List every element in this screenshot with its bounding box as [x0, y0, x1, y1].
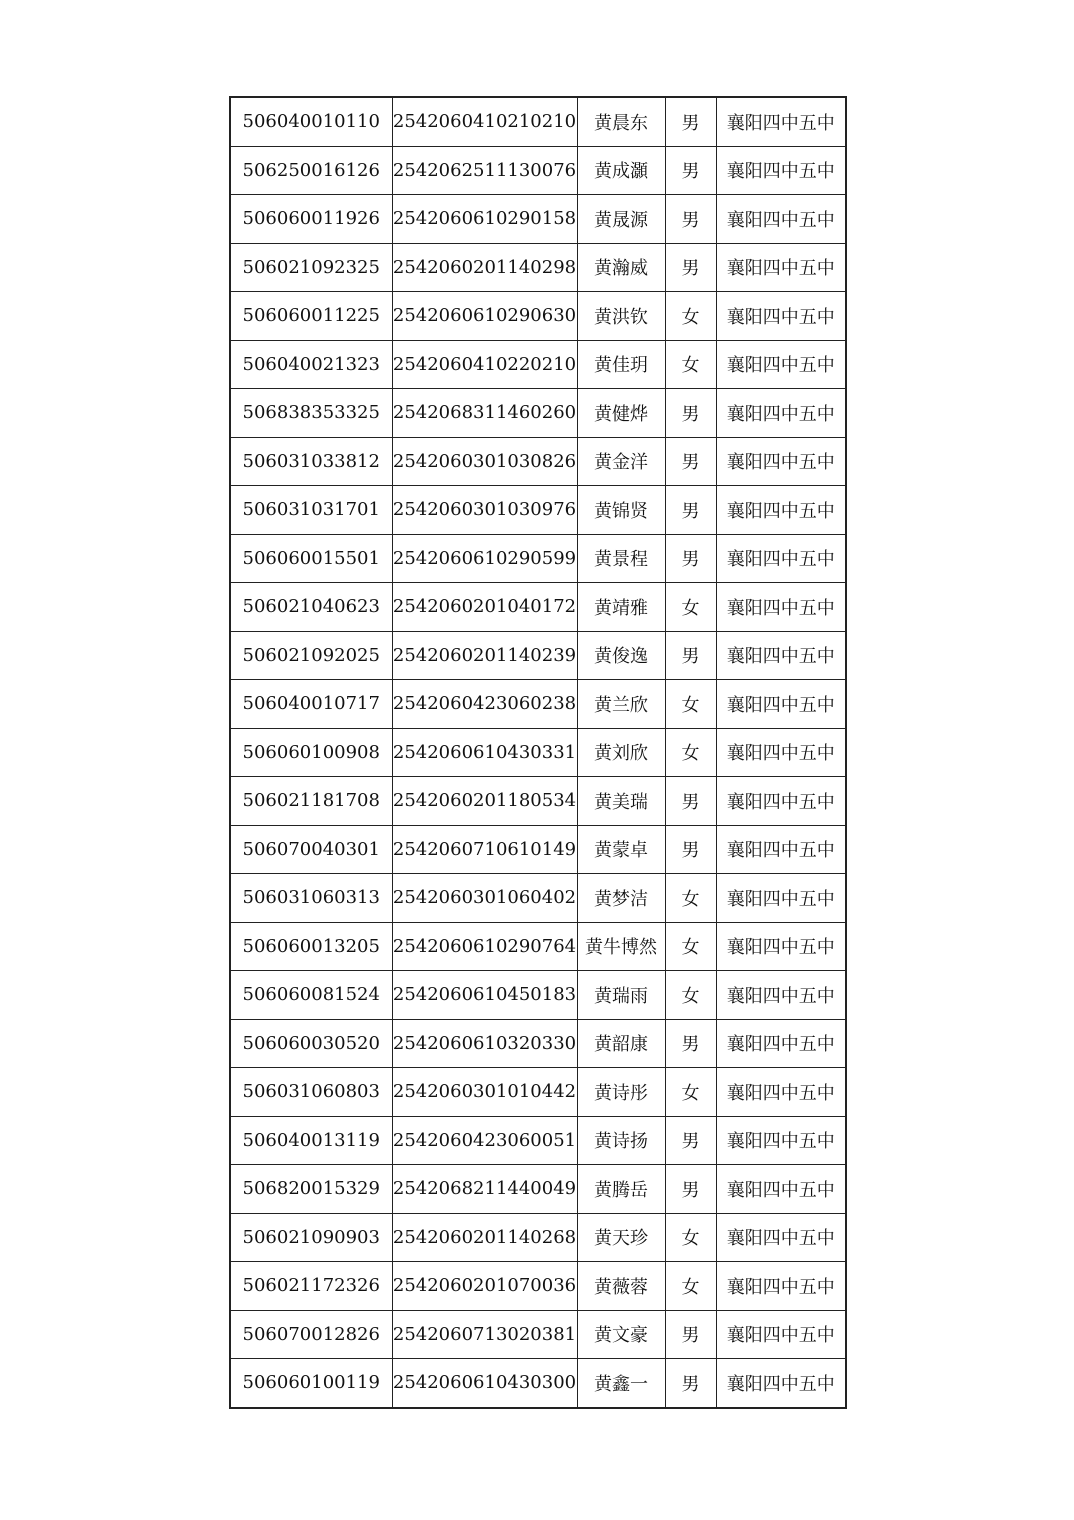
student-name-cell: 黄瀚威 — [577, 243, 665, 292]
student-name-cell: 黄锦贤 — [577, 486, 665, 535]
table-row — [230, 146, 846, 195]
table-row — [230, 825, 846, 874]
roster-body — [230, 97, 846, 1408]
gender-cell: 男 — [665, 1310, 716, 1359]
registration-number-cell: 2542060423060051 — [392, 1116, 577, 1165]
registration-number-cell: 2542060423060238 — [392, 680, 577, 729]
school-cell: 襄阳四中五中 — [716, 631, 846, 680]
student-name-cell: 黄腾岳 — [577, 1165, 665, 1214]
exam-number-cell: 506021172326 — [230, 1262, 392, 1311]
registration-number-cell: 2542060201140298 — [392, 243, 577, 292]
school-cell: 襄阳四中五中 — [716, 1213, 846, 1262]
exam-number-cell: 506021092325 — [230, 243, 392, 292]
gender-cell: 男 — [665, 631, 716, 680]
registration-number-cell: 2542060201180534 — [392, 777, 577, 826]
registration-number-cell: 2542060201070036 — [392, 1262, 577, 1311]
table-row — [230, 437, 846, 486]
exam-number-cell: 506031031701 — [230, 486, 392, 535]
exam-number-cell: 506060030520 — [230, 1019, 392, 1068]
gender-cell: 女 — [665, 1262, 716, 1311]
exam-number-cell: 506021092025 — [230, 631, 392, 680]
exam-number-cell: 506060100119 — [230, 1359, 392, 1408]
table-row — [230, 583, 846, 632]
exam-number-cell: 506250016126 — [230, 146, 392, 195]
registration-number-cell: 2542060610290158 — [392, 195, 577, 244]
table-row — [230, 1213, 846, 1262]
table-row — [230, 340, 846, 389]
exam-number-cell: 506820015329 — [230, 1165, 392, 1214]
exam-number-cell: 506838353325 — [230, 389, 392, 438]
school-cell: 襄阳四中五中 — [716, 728, 846, 777]
school-cell: 襄阳四中五中 — [716, 292, 846, 341]
school-cell: 襄阳四中五中 — [716, 971, 846, 1020]
student-name-cell: 黄薇蓉 — [577, 1262, 665, 1311]
registration-number-cell: 2542060410210210 — [392, 97, 577, 146]
exam-number-cell: 506031060313 — [230, 874, 392, 923]
student-roster-table — [229, 96, 847, 1409]
student-name-cell: 黄梦洁 — [577, 874, 665, 923]
exam-number-cell: 506040021323 — [230, 340, 392, 389]
table-row — [230, 1262, 846, 1311]
school-cell: 襄阳四中五中 — [716, 486, 846, 535]
student-name-cell: 黄健烨 — [577, 389, 665, 438]
exam-number-cell: 506021181708 — [230, 777, 392, 826]
registration-number-cell: 2542060410220210 — [392, 340, 577, 389]
school-cell: 襄阳四中五中 — [716, 146, 846, 195]
gender-cell: 男 — [665, 1019, 716, 1068]
gender-cell: 男 — [665, 437, 716, 486]
gender-cell: 男 — [665, 1359, 716, 1408]
student-name-cell: 黄洪钦 — [577, 292, 665, 341]
table-row — [230, 389, 846, 438]
registration-number-cell: 2542062511130076 — [392, 146, 577, 195]
table-row — [230, 1019, 846, 1068]
table-row — [230, 243, 846, 292]
exam-number-cell: 506040010110 — [230, 97, 392, 146]
exam-number-cell: 506060011926 — [230, 195, 392, 244]
school-cell: 襄阳四中五中 — [716, 389, 846, 438]
school-cell: 襄阳四中五中 — [716, 1310, 846, 1359]
table-row — [230, 292, 846, 341]
gender-cell: 女 — [665, 728, 716, 777]
student-name-cell: 黄景程 — [577, 534, 665, 583]
gender-cell: 男 — [665, 825, 716, 874]
gender-cell: 男 — [665, 195, 716, 244]
student-name-cell: 黄金洋 — [577, 437, 665, 486]
school-cell: 襄阳四中五中 — [716, 1359, 846, 1408]
exam-number-cell: 506070012826 — [230, 1310, 392, 1359]
exam-number-cell: 506060013205 — [230, 922, 392, 971]
student-name-cell: 黄兰欣 — [577, 680, 665, 729]
school-cell: 襄阳四中五中 — [716, 874, 846, 923]
gender-cell: 女 — [665, 292, 716, 341]
gender-cell: 男 — [665, 389, 716, 438]
school-cell: 襄阳四中五中 — [716, 437, 846, 486]
gender-cell: 男 — [665, 534, 716, 583]
exam-number-cell: 506060015501 — [230, 534, 392, 583]
student-name-cell: 黄诗扬 — [577, 1116, 665, 1165]
school-cell: 襄阳四中五中 — [716, 825, 846, 874]
school-cell: 襄阳四中五中 — [716, 243, 846, 292]
gender-cell: 女 — [665, 971, 716, 1020]
registration-number-cell: 2542060201040172 — [392, 583, 577, 632]
registration-number-cell: 2542060610450183 — [392, 971, 577, 1020]
gender-cell: 女 — [665, 680, 716, 729]
exam-number-cell: 506060081524 — [230, 971, 392, 1020]
table-row — [230, 1116, 846, 1165]
table-row — [230, 486, 846, 535]
gender-cell: 男 — [665, 146, 716, 195]
student-name-cell: 黄牛博然 — [577, 922, 665, 971]
student-name-cell: 黄美瑞 — [577, 777, 665, 826]
exam-number-cell: 506040013119 — [230, 1116, 392, 1165]
exam-number-cell: 506031060803 — [230, 1068, 392, 1117]
table-row — [230, 97, 846, 146]
table-row — [230, 971, 846, 1020]
registration-number-cell: 2542060610430331 — [392, 728, 577, 777]
registration-number-cell: 2542060201140239 — [392, 631, 577, 680]
school-cell: 襄阳四中五中 — [716, 583, 846, 632]
registration-number-cell: 2542060710610149 — [392, 825, 577, 874]
school-cell: 襄阳四中五中 — [716, 922, 846, 971]
school-cell: 襄阳四中五中 — [716, 1019, 846, 1068]
registration-number-cell: 2542060301030826 — [392, 437, 577, 486]
registration-number-cell: 2542060610290764 — [392, 922, 577, 971]
student-name-cell: 黄天珍 — [577, 1213, 665, 1262]
gender-cell: 男 — [665, 486, 716, 535]
exam-number-cell: 506031033812 — [230, 437, 392, 486]
table-row — [230, 1165, 846, 1214]
gender-cell: 男 — [665, 97, 716, 146]
student-name-cell: 黄晟源 — [577, 195, 665, 244]
registration-number-cell: 2542060610290630 — [392, 292, 577, 341]
gender-cell: 男 — [665, 1165, 716, 1214]
table-row — [230, 777, 846, 826]
registration-number-cell: 2542060301010442 — [392, 1068, 577, 1117]
table-row — [230, 922, 846, 971]
table-row — [230, 1310, 846, 1359]
table-row — [230, 1359, 846, 1408]
registration-number-cell: 2542060713020381 — [392, 1310, 577, 1359]
gender-cell: 女 — [665, 340, 716, 389]
registration-number-cell: 2542068211440049 — [392, 1165, 577, 1214]
student-name-cell: 黄佳玥 — [577, 340, 665, 389]
registration-number-cell: 2542060301060402 — [392, 874, 577, 923]
school-cell: 襄阳四中五中 — [716, 534, 846, 583]
registration-number-cell: 2542068311460260 — [392, 389, 577, 438]
table-row — [230, 728, 846, 777]
gender-cell: 男 — [665, 243, 716, 292]
student-name-cell: 黄刘欣 — [577, 728, 665, 777]
exam-number-cell: 506021040623 — [230, 583, 392, 632]
gender-cell: 女 — [665, 874, 716, 923]
student-name-cell: 黄靖雅 — [577, 583, 665, 632]
student-name-cell: 黄韶康 — [577, 1019, 665, 1068]
registration-number-cell: 2542060301030976 — [392, 486, 577, 535]
school-cell: 襄阳四中五中 — [716, 340, 846, 389]
registration-number-cell: 2542060201140268 — [392, 1213, 577, 1262]
student-name-cell: 黄俊逸 — [577, 631, 665, 680]
exam-number-cell: 506070040301 — [230, 825, 392, 874]
student-name-cell: 黄瑞雨 — [577, 971, 665, 1020]
gender-cell: 男 — [665, 777, 716, 826]
student-name-cell: 黄成灝 — [577, 146, 665, 195]
student-name-cell: 黄文豪 — [577, 1310, 665, 1359]
registration-number-cell: 2542060610430300 — [392, 1359, 577, 1408]
registration-number-cell: 2542060610320330 — [392, 1019, 577, 1068]
school-cell: 襄阳四中五中 — [716, 1262, 846, 1311]
gender-cell: 女 — [665, 583, 716, 632]
table-row — [230, 1068, 846, 1117]
table-row — [230, 534, 846, 583]
table-row — [230, 631, 846, 680]
student-name-cell: 黄诗彤 — [577, 1068, 665, 1117]
gender-cell: 女 — [665, 1068, 716, 1117]
exam-number-cell: 506021090903 — [230, 1213, 392, 1262]
table-row — [230, 680, 846, 729]
table-row — [230, 195, 846, 244]
school-cell: 襄阳四中五中 — [716, 1068, 846, 1117]
school-cell: 襄阳四中五中 — [716, 195, 846, 244]
gender-cell: 女 — [665, 922, 716, 971]
student-name-cell: 黄晨东 — [577, 97, 665, 146]
school-cell: 襄阳四中五中 — [716, 680, 846, 729]
student-name-cell: 黄蒙卓 — [577, 825, 665, 874]
school-cell: 襄阳四中五中 — [716, 1116, 846, 1165]
school-cell: 襄阳四中五中 — [716, 1165, 846, 1214]
gender-cell: 男 — [665, 1116, 716, 1165]
registration-number-cell: 2542060610290599 — [392, 534, 577, 583]
student-name-cell: 黄鑫一 — [577, 1359, 665, 1408]
school-cell: 襄阳四中五中 — [716, 97, 846, 146]
school-cell: 襄阳四中五中 — [716, 777, 846, 826]
exam-number-cell: 506060011225 — [230, 292, 392, 341]
table-row — [230, 874, 846, 923]
exam-number-cell: 506040010717 — [230, 680, 392, 729]
exam-number-cell: 506060100908 — [230, 728, 392, 777]
gender-cell: 女 — [665, 1213, 716, 1262]
